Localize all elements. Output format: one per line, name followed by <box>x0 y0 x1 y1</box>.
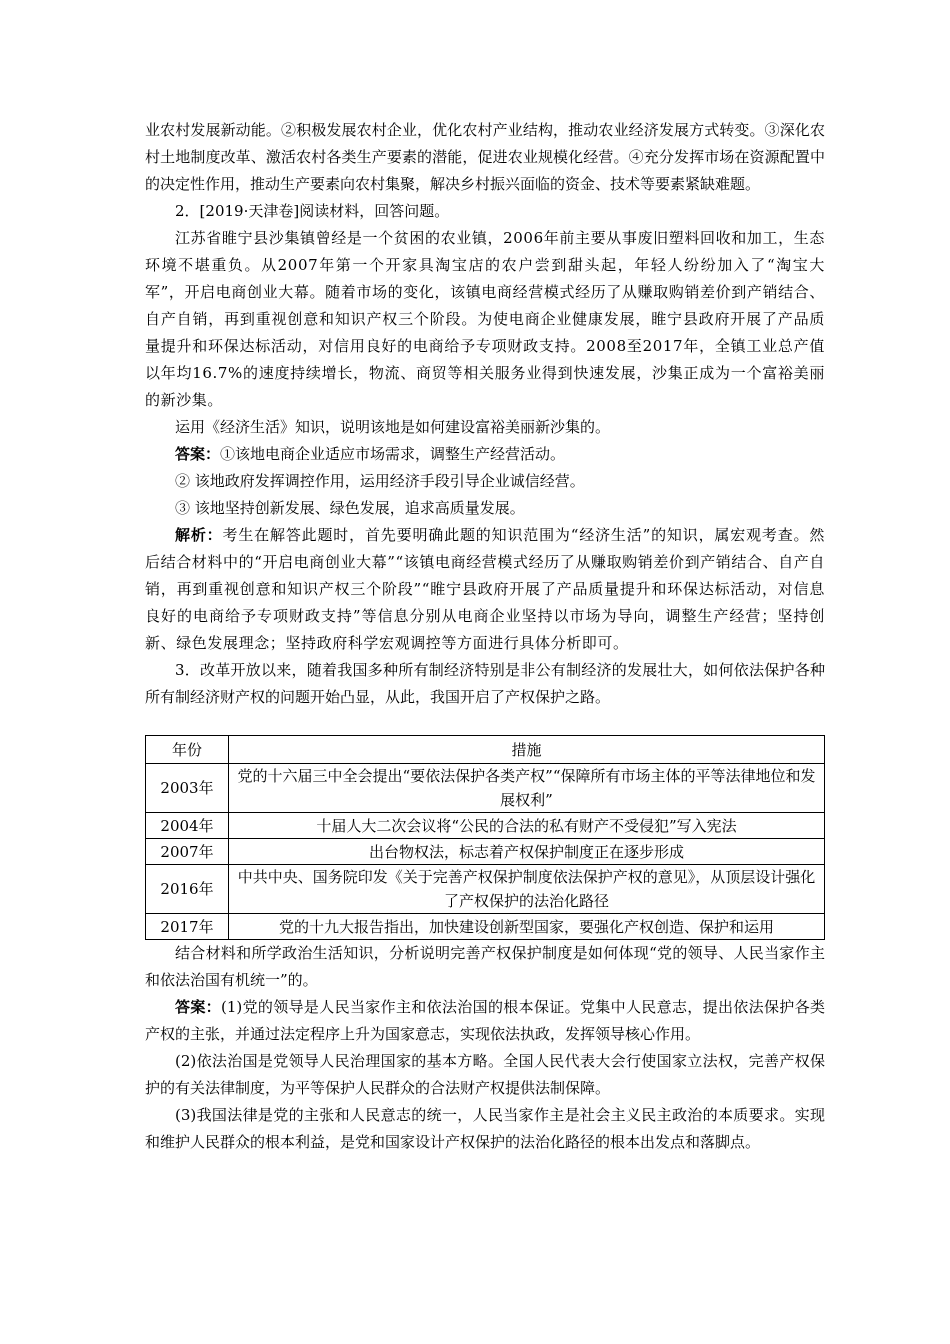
cell-measure: 十届人大二次会议将“公民的合法的私有财产不受侵犯”写入宪法 <box>229 813 825 839</box>
question-3-answer-1 <box>145 994 825 1048</box>
answer-label: 答案： <box>175 998 222 1016</box>
table-row <box>146 764 825 813</box>
question-2-material: 江苏省睢宁县沙集镇曾经是一个贫困的农业镇，2006年前主要从事废旧塑料回收和加工，生态环境不堪重负。从2007年第一个开家具淘宝店的农户尝到甜头起，年轻人纷纷加入了“淘宝大军”，开启电商创业大幕。随着市场的变化，该镇电商经营模式经历了从赚取购销差价到产销结合、自产自销，再到重视创意和知识产权三个阶段。为使电商企业健康发展，睢宁县政府开展了产品质量提升和环保达标活动，对信用良好的电商给予专项财政支持。2008至2017年，全镇工业总产值以年均16.7%的速度持续增长，物流、商贸等相关服务业得到快速发展，沙集正成为一个富裕美丽的新沙集。 <box>145 229 825 409</box>
cell-year: 2016年 <box>146 865 229 914</box>
table-row <box>146 839 825 865</box>
table-header-row <box>146 736 825 764</box>
cell-measure: 党的十六届三中全会提出“要依法保护各类产权”“保障所有市场主体的平等法律地位和发展权利” <box>229 764 825 813</box>
answer-text: (1)党的领导是人民当家作主和依法治国的根本保证。党集中人民意志，提出依法保护各类产权的主张，并通过法定程序上升为国家意志，实现依法执政，发挥领导核心作用。 <box>145 998 825 1043</box>
question-3-prompt: 结合材料和所学政治生活知识，分析说明完善产权保护制度是如何体现“党的领导、人民当家作主和依法治国有机统一”的。 <box>145 944 825 989</box>
answer-label: 答案： <box>175 445 221 463</box>
analysis-text: 考生在解答此题时，首先要明确此题的知识范围为“经济生活”的知识，属宏观考查。然后结合材料中的“开启电商创业大幕”“该镇电商经营模式经历了从赚取购销差价到产销结合、自产自销，再到重视创意和知识产权三个阶段”“睢宁县政府开展了产品质量提升和环保达标活动，对信息良好的电商给予专项财政支持”等信息分别从电商企业坚持以市场为导向，调整生产经营；坚持创新、绿色发展理念；坚持政府科学宏观调控等方面进行具体分析即可。 <box>145 526 826 652</box>
table-row <box>146 865 825 914</box>
continued-answer-paragraph: 业农村发展新动能。②积极发展农村企业，优化农村产业结构，推动农业经济发展方式转变。③深化农村土地制度改革、激活农村各类生产要素的潜能，促进农业规模化经营。④充分发挥市场在资源配置中的决定性作用，推动生产要素向农村集聚，解决乡村振兴面临的资金、技术等要素紧缺难题。 <box>145 121 825 193</box>
question-3-intro: 3．改革开放以来，随着我国多种所有制经济特别是非公有制经济的发展壮大，如何依法保护各种所有制经济财产权的问题开始凸显，从此，我国开启了产权保护之路。 <box>145 661 825 706</box>
question-2-analysis <box>145 522 825 657</box>
cell-measure: 党的十九大报告指出，加快建设创新型国家，要强化产权创造、保护和运用 <box>229 914 825 940</box>
question-2-prompt: 运用《经济生活》知识，说明该地是如何建设富裕美丽新沙集的。 <box>175 418 611 436</box>
cell-measure: 出台物权法，标志着产权保护制度正在逐步形成 <box>229 839 825 865</box>
question-2-answer-2: ② 该地政府发挥调控作用，运用经济手段引导企业诚信经营。 <box>175 472 585 490</box>
header-year: 年份 <box>146 736 229 764</box>
header-measure: 措施 <box>229 736 825 764</box>
question-2-heading: 2．[2019·天津卷]阅读材料，回答问题。 <box>175 202 450 220</box>
cell-year: 2004年 <box>146 813 229 839</box>
cell-measure: 中共中央、国务院印发《关于完善产权保护制度依法保护产权的意见》，从顶层设计强化了产权保护的法治化路径 <box>229 865 825 914</box>
analysis-label: 解析： <box>175 526 223 544</box>
cell-year: 2003年 <box>146 764 229 813</box>
property-protection-table <box>145 735 825 940</box>
table-row <box>146 914 825 940</box>
question-3-answer-3: (3)我国法律是党的主张和人民意志的统一，人民当家作主是社会主义民主政治的本质要求。实现和维护人民群众的根本利益，是党和国家设计产权保护的法治化路径的根本出发点和落脚点。 <box>145 1106 825 1151</box>
table-row <box>146 813 825 839</box>
answer-text: ①该地电商企业适应市场需求，调整生产经营活动。 <box>220 445 566 463</box>
question-2-answer-1 <box>145 441 825 468</box>
document-body <box>145 117 825 1156</box>
cell-year: 2017年 <box>146 914 229 940</box>
question-2-answer-3: ③ 该地坚持创新发展、绿色发展，追求高质量发展。 <box>175 499 525 517</box>
question-3-answer-2: (2)依法治国是党领导人民治理国家的基本方略。全国人民代表大会行使国家立法权，完善产权保护的有关法律制度，为平等保护人民群众的合法财产权提供法制保障。 <box>145 1052 825 1097</box>
cell-year: 2007年 <box>146 839 229 865</box>
